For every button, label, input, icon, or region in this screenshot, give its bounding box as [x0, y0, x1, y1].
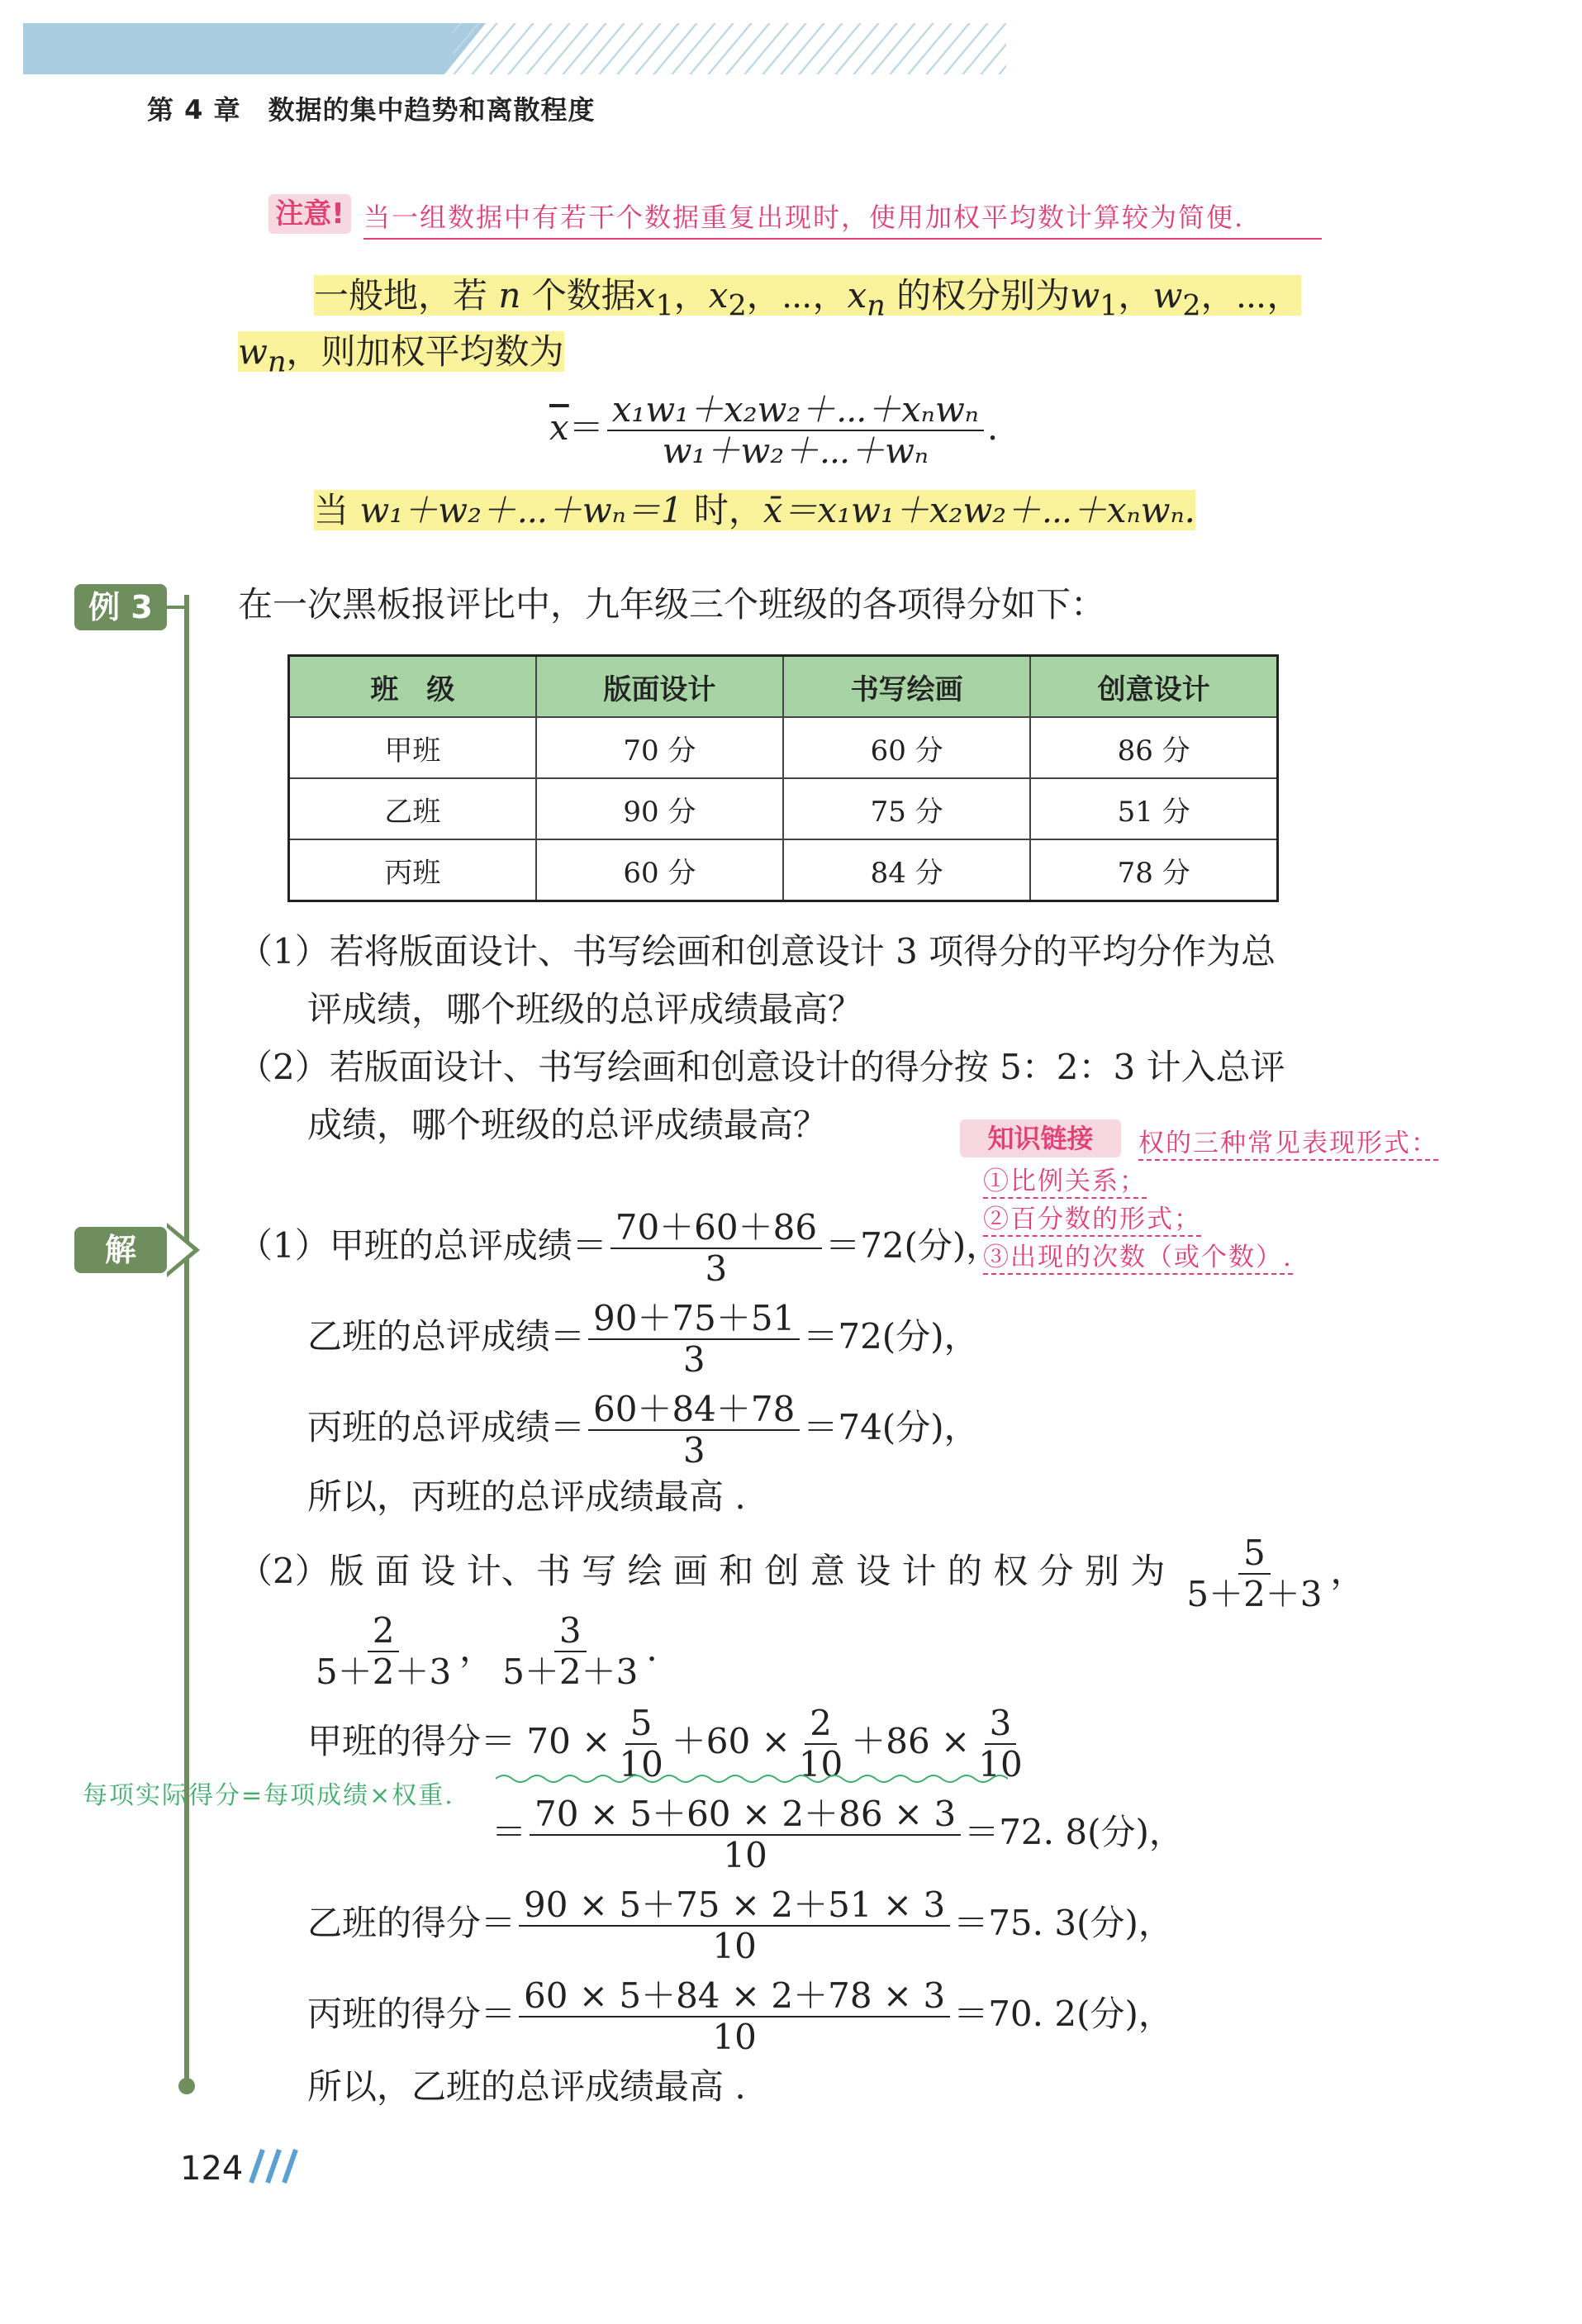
general-line-2: $w_n$，则加权平均数为 [238, 331, 564, 379]
table-cell: 86 分 [1030, 717, 1277, 778]
cond-c: 时， [693, 490, 763, 530]
general-text-c: 的权分别为 [896, 275, 1071, 316]
solution-2-weights: $\frac{2}{5+2+3}$ ， $\frac{3}{5+2+3}$ . [307, 1611, 658, 1692]
yi-res: ＝75. 3(分)， [953, 1903, 1173, 1943]
jia-f3n: 3 [985, 1704, 1017, 1745]
table-cell: 90 分 [536, 778, 783, 839]
solution-1-conclusion: 所以，丙班的总评成绩最高 . [307, 1476, 746, 1517]
weighted-mean-formula: $\overline{x}=$ $\frac{\text{x₁w₁＋x₂w₂＋⋯＋xₙwₙ}}{\text{w₁＋w₂＋⋯＋wₙ}}$ . [549, 389, 999, 471]
solution-2-intro: （2）版 面 设 计、书 写 绘 画 和 创 意 设 计 的 权 分 别 为 $\frac{5}{5+2+3}$ ， [238, 1533, 1366, 1614]
page-number: 124 [180, 2150, 244, 2188]
jia-f1d: 10 [619, 1744, 663, 1785]
w3-den: 5＋2＋3 [502, 1652, 639, 1692]
formula-denominator: w₁＋w₂＋⋯＋wₙ [662, 430, 929, 471]
solution-2-conclusion: 所以，乙班的总评成绩最高 . [307, 2066, 746, 2107]
solution-arrow-inner [167, 1228, 193, 1272]
table-row [289, 778, 1278, 839]
question-2-line-2: 成绩，哪个班级的总评成绩最高？ [307, 1105, 829, 1145]
w3-num: 3 [554, 1611, 587, 1652]
bing-num: 60 × 5＋84 × 2＋78 × 3 [519, 1976, 950, 2017]
general-text-b: 个数据 [531, 275, 636, 316]
page-number-slashes [246, 2146, 304, 2187]
example-tag: 例 3 [74, 584, 167, 630]
cond-d: x̄＝x₁w₁＋x₂w₂＋⋯＋xₙwₙ. [762, 490, 1195, 530]
header-banner [23, 23, 1006, 74]
formula-numerator: x₁w₁＋x₂w₂＋⋯＋xₙwₙ [611, 389, 979, 430]
header-layout: 版面设计 [536, 656, 783, 718]
solution-1-b [307, 1299, 979, 1380]
s1a-den: 3 [705, 1248, 728, 1289]
table-cell: 60 分 [536, 839, 783, 901]
s1a-pre: （1）甲班的总评成绩＝ [238, 1225, 607, 1266]
solution-1-a [238, 1208, 1000, 1289]
knowledge-link-title: 权的三种常见表现形式： [1138, 1122, 1438, 1161]
bing-res: ＝70. 2(分)， [953, 1994, 1173, 2034]
s1b-pre: 乙班的总评成绩＝ [307, 1316, 586, 1357]
yi-num: 90 × 5＋75 × 2＋51 × 3 [519, 1885, 950, 1927]
table-cell: 甲班 [289, 717, 536, 778]
s1a-num: 70＋60＋86 [610, 1208, 822, 1249]
table-cell: 乙班 [289, 778, 536, 839]
cond-a: 当 [314, 490, 349, 530]
w1-den: 5＋2＋3 [1186, 1574, 1323, 1614]
s1b-den: 3 [682, 1339, 705, 1380]
knowledge-link-item: ①比例关系； [983, 1160, 1147, 1199]
knowledge-link-item: ③出现的次数（或个数）. [983, 1236, 1293, 1275]
s1c-pre: 丙班的总评成绩＝ [307, 1407, 586, 1447]
chapter-title: 第 4 章 数据的集中趋势和离散程度 [147, 94, 596, 126]
jia-f3d: 10 [978, 1744, 1023, 1785]
bing-pre: 丙班的得分＝ [307, 1994, 516, 2034]
s1a-res: ＝72(分)， [825, 1225, 1001, 1266]
general-line-1: 一般地，若 n 个数据$x_1$，$x_2$，⋯，$x_n$ 的权分别为$w_1$，$w_2$，⋯， [314, 275, 1302, 323]
general-condition [314, 486, 1195, 535]
wavy-underline [496, 1772, 1008, 1785]
s1c-num: 60＋84＋78 [588, 1390, 800, 1431]
s1b-num: 90＋75＋51 [588, 1299, 800, 1340]
jia-pre: 甲班的得分＝ 70 × [307, 1721, 611, 1761]
s1c-den: 3 [682, 1430, 705, 1471]
s2-intro: （2）版 面 设 计、书 写 绘 画 和 创 意 设 计 的 权 分 别 为 [238, 1551, 1166, 1591]
table-cell: 84 分 [783, 839, 1030, 901]
jia-mid2: ＋86 × [851, 1721, 971, 1761]
question-1-line-2: 评成绩，哪个班级的总评成绩最高？ [307, 989, 863, 1029]
w1-num: 5 [1238, 1533, 1271, 1575]
table-cell: 丙班 [289, 839, 536, 901]
score-table [287, 654, 1279, 902]
jia2-num: 70 × 5＋60 × 2＋86 × 3 [530, 1794, 961, 1836]
solution-1-c [307, 1390, 979, 1471]
jia-f1n: 5 [625, 1704, 658, 1745]
knowledge-link-label: 知识链接 [960, 1119, 1121, 1157]
general-text-d: ，则加权平均数为 [286, 331, 564, 372]
bing-den: 10 [712, 2017, 757, 2057]
table-row [289, 839, 1278, 901]
jia2-den: 10 [723, 1835, 767, 1875]
general-text-a: 一般地，若 [314, 275, 488, 316]
yi-pre: 乙班的得分＝ [307, 1903, 516, 1943]
table-header-row [289, 656, 1278, 718]
example-tick [167, 606, 185, 609]
note-label: 注意! [268, 194, 351, 234]
table-cell: 78 分 [1030, 839, 1277, 901]
solution-jia-line-2: ＝ $\frac{70 \times 5+60 \times 2+86 \times 3}{10}$ ＝72. 8(分)， [492, 1794, 1184, 1875]
solution-yi-line [307, 1885, 1173, 1966]
s1b-res: ＝72(分)， [803, 1316, 979, 1357]
solution-tag: 解 [74, 1227, 167, 1273]
knowledge-link-item: ②百分数的形式； [983, 1198, 1201, 1237]
table-cell: 75 分 [783, 778, 1030, 839]
header-creative: 创意设计 [1030, 656, 1277, 718]
s1c-res: ＝74(分)， [803, 1407, 979, 1447]
table-cell: 60 分 [783, 717, 1030, 778]
solution-bing-line [307, 1976, 1173, 2057]
note-text: 当一组数据中有若干个数据重复出现时，使用加权平均数计算较为简便. [363, 197, 1322, 240]
header-writing: 书写绘画 [783, 656, 1030, 718]
side-note: 每项实际得分=每项成绩×权重. [83, 1781, 454, 1810]
jia2-res: ＝72. 8(分)， [964, 1812, 1184, 1852]
w2-den: 5＋2＋3 [316, 1652, 452, 1692]
jia-f2n: 2 [805, 1704, 837, 1745]
table-cell: 70 分 [536, 717, 783, 778]
yi-den: 10 [712, 1926, 757, 1966]
left-rail [184, 595, 189, 2090]
table-row [289, 717, 1278, 778]
question-2-line-1: （2）若版面设计、书写绘画和创意设计的得分按 5：2：3 计入总评 [238, 1047, 1285, 1087]
rail-end-dot [178, 2078, 195, 2094]
table-cell: 51 分 [1030, 778, 1277, 839]
jia-mid1: ＋60 × [671, 1721, 791, 1761]
question-1-line-1: （1）若将版面设计、书写绘画和创意设计 3 项得分的平均分作为总 [238, 931, 1276, 972]
example-intro: 在一次黑板报评比中，九年级三个班级的各项得分如下： [238, 584, 1106, 625]
header-class: 班 级 [289, 656, 536, 718]
cond-b: w₁＋w₂＋⋯＋wₙ＝1 [359, 490, 683, 530]
w2-num: 2 [368, 1611, 400, 1652]
jia-f2d: 10 [798, 1744, 843, 1785]
